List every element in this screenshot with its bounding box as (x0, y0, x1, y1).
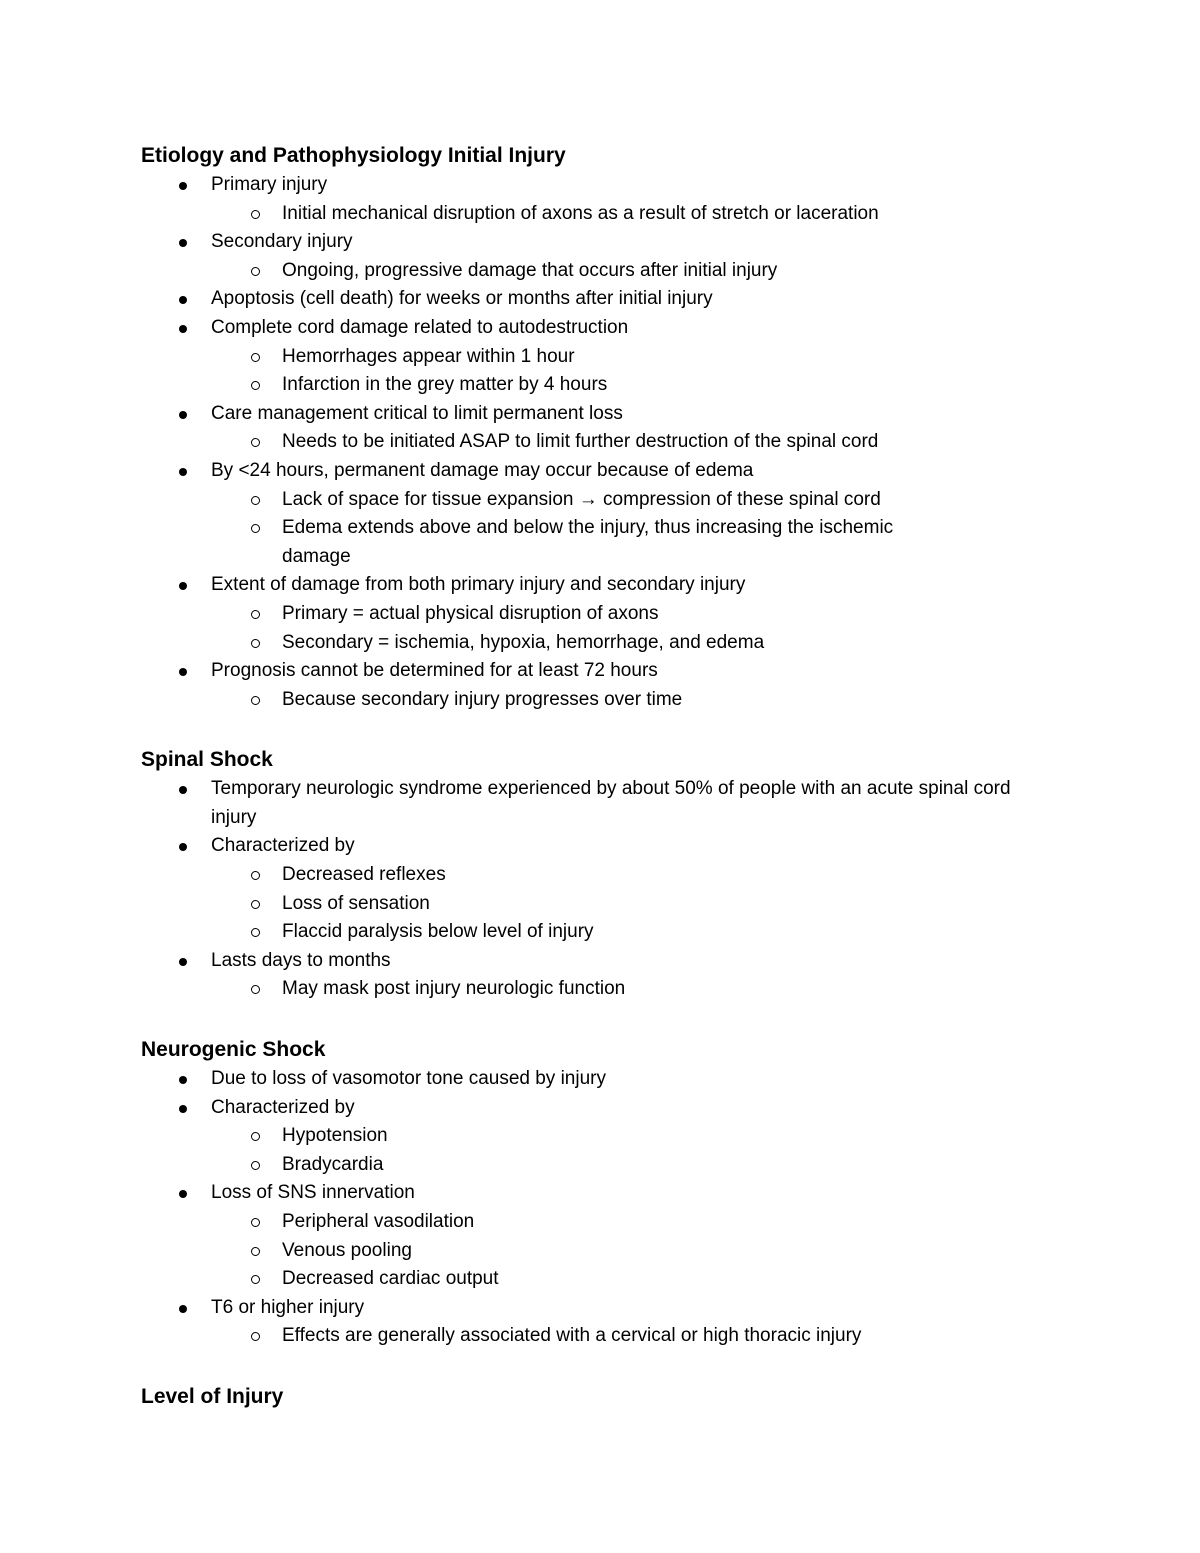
sub-list-item: Decreased cardiac output (141, 1265, 1041, 1294)
section-title: Spinal Shock (141, 748, 273, 772)
sub-list (211, 600, 1041, 657)
section-gap (141, 1004, 1041, 1034)
hollow-bullet-icon (251, 381, 260, 390)
filled-bullet-icon (179, 468, 187, 476)
sub-list-item: Ongoing, progressive damage that occurs after initial injury (141, 257, 1041, 286)
hollow-bullet-icon (251, 871, 260, 880)
hollow-bullet-icon (251, 496, 260, 505)
hollow-bullet-icon (251, 928, 260, 937)
filled-bullet-icon (179, 1190, 187, 1198)
list-item: Characterized by Decreased reflexes Loss of sensation Flaccid paralysis below level of injury (141, 832, 1041, 946)
filled-bullet-icon (179, 1076, 187, 1084)
sub-list (211, 257, 1041, 286)
sub-list (211, 1208, 1041, 1294)
section-title: Level of Injury (141, 1384, 284, 1408)
hollow-bullet-icon (251, 524, 260, 533)
sub-list-item: Primary = actual physical disruption of axons (141, 600, 1041, 629)
sub-list-item: Loss of sensation (141, 890, 1041, 919)
sub-list (211, 343, 1041, 400)
list-item: Temporary neurologic syndrome experienced by about 50% of people with an acute spinal cord injury (141, 775, 1041, 832)
sub-list-item: Peripheral vasodilation (141, 1208, 1041, 1237)
section-title: Neurogenic Shock (141, 1038, 326, 1062)
section-title: Etiology and Pathophysiology Initial Injury (141, 144, 566, 167)
list-item: Apoptosis (cell death) for weeks or months after initial injury (141, 285, 1041, 314)
filled-bullet-icon (179, 843, 187, 851)
list-item: T6 or higher injury Effects are generally associated with a cervical or high thoracic injury (141, 1294, 1041, 1351)
sub-list-item: Secondary = ischemia, hypoxia, hemorrhage, and edema (141, 629, 1041, 658)
hollow-bullet-icon (251, 610, 260, 619)
bullet-list (141, 775, 1041, 1004)
sub-list (211, 486, 1041, 572)
filled-bullet-icon (179, 1305, 187, 1313)
sub-list-item: Needs to be initiated ASAP to limit further destruction of the spinal cord (141, 428, 1041, 457)
sub-list-item: Decreased reflexes (141, 861, 1041, 890)
hollow-bullet-icon (251, 1132, 260, 1141)
hollow-bullet-icon (251, 1161, 260, 1170)
sub-list-item: May mask post injury neurologic function (141, 975, 1041, 1004)
sub-list-item: Hemorrhages appear within 1 hour (141, 343, 1041, 372)
list-item: Complete cord damage related to autodestruction Hemorrhages appear within 1 hour Infarction in the grey matter by 4 hours (141, 314, 1041, 400)
hollow-bullet-icon (251, 353, 260, 362)
sub-list-item: Effects are generally associated with a cervical or high thoracic injury (141, 1322, 1041, 1351)
hollow-bullet-icon (251, 985, 260, 994)
hollow-bullet-icon (251, 639, 260, 648)
hollow-bullet-icon (251, 267, 260, 276)
sub-list-item: Venous pooling (141, 1237, 1041, 1266)
sub-list (211, 1122, 1041, 1179)
bullet-list (141, 171, 1041, 714)
sub-list-item: Hypotension (141, 1122, 1041, 1151)
list-item: Due to loss of vasomotor tone caused by injury (141, 1065, 1041, 1094)
sub-list (211, 1322, 1041, 1351)
list-item: Prognosis cannot be determined for at least 72 hours Because secondary injury progresses over time (141, 657, 1041, 714)
list-item: Secondary injury Ongoing, progressive damage that occurs after initial injury (141, 228, 1041, 285)
sub-list (211, 200, 1041, 229)
sub-list (211, 686, 1041, 715)
hollow-bullet-icon (251, 696, 260, 705)
sub-list-item: Flaccid paralysis below level of injury (141, 918, 1041, 947)
list-item: Lasts days to months May mask post injury neurologic function (141, 947, 1041, 1004)
hollow-bullet-icon (251, 1247, 260, 1256)
filled-bullet-icon (179, 182, 187, 190)
hollow-bullet-icon (251, 210, 260, 219)
list-item: Extent of damage from both primary injury and secondary injury Primary = actual physical disruption of axons Secondary = ischemia, hypoxia, hemorrhage, and edema (141, 571, 1041, 657)
sub-list-item: Bradycardia (141, 1151, 1041, 1180)
sub-list-item: Because secondary injury progresses over time (141, 686, 1041, 715)
list-item: Primary injury Initial mechanical disruption of axons as a result of stretch or laceration (141, 171, 1041, 228)
sub-list (211, 975, 1041, 1004)
filled-bullet-icon (179, 411, 187, 419)
section-gap (141, 714, 1041, 744)
filled-bullet-icon (179, 958, 187, 966)
sub-list-item: Lack of space for tissue expansion → compression of these spinal cord (141, 486, 1041, 515)
list-item: By <24 hours, permanent damage may occur because of edema Lack of space for tissue expansion → compression of these spinal cord Edema extends above and below the injury, thus increasing the ischemic damage (141, 457, 1041, 571)
filled-bullet-icon (179, 786, 187, 794)
filled-bullet-icon (179, 668, 187, 676)
sub-list (211, 861, 1041, 947)
section-gap (141, 1351, 1041, 1381)
list-item: Loss of SNS innervation Peripheral vasodilation Venous pooling Decreased cardiac output (141, 1179, 1041, 1293)
hollow-bullet-icon (251, 1275, 260, 1284)
hollow-bullet-icon (251, 1218, 260, 1227)
bullet-list (141, 1065, 1041, 1351)
list-item: Characterized by Hypotension Bradycardia (141, 1094, 1041, 1180)
sub-list-item: Initial mechanical disruption of axons as a result of stretch or laceration (141, 200, 1041, 229)
hollow-bullet-icon (251, 438, 260, 447)
filled-bullet-icon (179, 296, 187, 304)
sub-list-item: Infarction in the grey matter by 4 hours (141, 371, 1041, 400)
filled-bullet-icon (179, 1105, 187, 1113)
hollow-bullet-icon (251, 1332, 260, 1341)
filled-bullet-icon (179, 239, 187, 247)
filled-bullet-icon (179, 325, 187, 333)
sub-list-item: Edema extends above and below the injury, thus increasing the ischemic damage (141, 514, 1041, 571)
list-item: Care management critical to limit permanent loss Needs to be initiated ASAP to limit further destruction of the spinal cord (141, 400, 1041, 457)
sub-list (211, 428, 1041, 457)
document-page (141, 140, 1041, 1412)
filled-bullet-icon (179, 582, 187, 590)
hollow-bullet-icon (251, 900, 260, 909)
